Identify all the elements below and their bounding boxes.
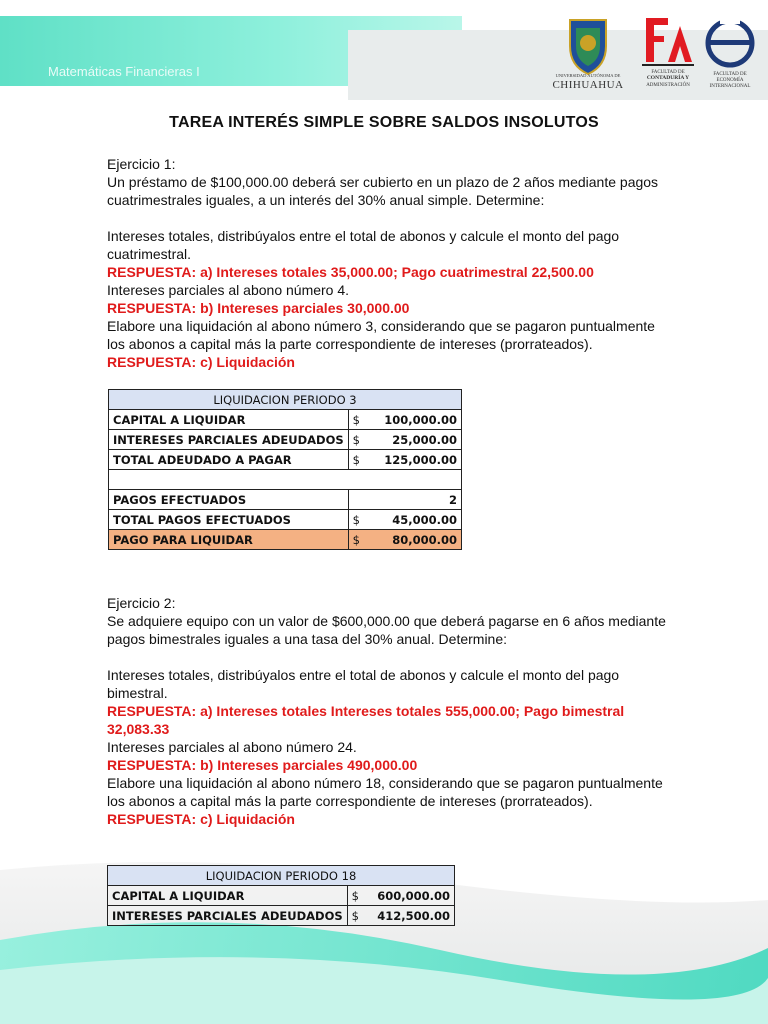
table-header: LIQUIDACION PERIODO 18	[108, 866, 455, 886]
course-title: Matemáticas Financieras I	[48, 64, 200, 79]
table-row-empty	[109, 470, 462, 490]
table-row: TOTAL PAGOS EFECTUADOS $ 45,000.00	[109, 510, 462, 530]
exercise-1-heading: Ejercicio 1:	[107, 156, 176, 172]
table-row-highlight: PAGO PARA LIQUIDAR $ 80,000.00	[109, 530, 462, 550]
fei-caption-3: INTERNACIONAL	[709, 84, 751, 89]
table-row: CAPITAL A LIQUIDAR $ 600,000.00	[108, 886, 455, 906]
fca-caption-3: ADMINISTRACIÓN	[646, 83, 690, 88]
exercise-1-question-b: Intereses parciales al abono número 4.	[107, 282, 350, 298]
document-title: TAREA INTERÉS SIMPLE SOBRE SALDOS INSOLUTOS	[169, 114, 599, 131]
uach-shield-icon	[548, 16, 628, 76]
fca-logo	[638, 16, 698, 94]
table-row: PAGOS EFECTUADOS 2	[109, 490, 462, 510]
exercise-2-question-c: Elabore una liquidación al abono número 18, considerando que se pagaron puntualmente los abonos a capital más la parte correspondiente de intereses (prorrateados).	[107, 775, 663, 809]
exercise-1	[107, 155, 667, 371]
exercise-2-answer-b: RESPUESTA: b) Intereses parciales 490,000.00	[107, 757, 418, 773]
table-row: INTERESES PARCIALES ADEUDADOS $ 25,000.00	[109, 430, 462, 450]
exercise-1-answer-c: RESPUESTA: c) Liquidación	[107, 354, 295, 370]
exercise-2-answer-a: RESPUESTA: a) Intereses totales Intereses totales 555,000.00; Pago bimestral 32,083.33	[107, 703, 625, 737]
exercise-2-question-a: Intereses totales, distribúyalos entre el total de abonos y calcule el monto del pago bimestral.	[107, 667, 620, 701]
uach-logo	[548, 16, 628, 94]
exercise-2	[107, 594, 667, 828]
table-row: CAPITAL A LIQUIDAR $ 100,000.00	[109, 410, 462, 430]
exercise-1-answer-a: RESPUESTA: a) Intereses totales 35,000.00; Pago cuatrimestral 22,500.00	[107, 264, 594, 280]
uach-caption-2: CHIHUAHUA	[552, 79, 624, 91]
exercise-2-answer-c: RESPUESTA: c) Liquidación	[107, 811, 295, 827]
fei-caption-1: FACULTAD DE	[713, 72, 747, 77]
liquidation-table-period-3	[108, 389, 462, 550]
fca-caption-2: CONTADURÍA Y	[646, 75, 690, 81]
table-row: TOTAL ADEUDADO A PAGAR $ 125,000.00	[109, 450, 462, 470]
exercise-1-question-a: Intereses totales, distribúyalos entre el total de abonos y calcule el monto del pago cuatrimestral.	[107, 228, 620, 262]
liquidation-table-period-18	[107, 865, 455, 926]
logos	[548, 16, 768, 96]
exercise-1-question-c: Elabore una liquidación al abono número 3, considerando que se pagaron puntualmente los abonos a capital más la parte correspondiente de intereses (prorrateados).	[107, 318, 655, 352]
table-header: LIQUIDACION PERIODO 3	[109, 390, 462, 410]
uach-caption-1: UNIVERSIDAD AUTÓNOMA DE	[555, 73, 621, 78]
exercise-1-answer-b: RESPUESTA: b) Intereses parciales 30,000.00	[107, 300, 410, 316]
exercise-1-statement: Un préstamo de $100,000.00 deberá ser cubierto en un plazo de 2 años mediante pagos cuatrimestrales iguales, a un interés del 30% anual simple. Determine:	[107, 174, 659, 208]
fca-mark-icon	[638, 16, 698, 68]
exercise-2-heading: Ejercicio 2:	[107, 595, 176, 611]
fca-caption-1: FACULTAD DE	[651, 70, 685, 75]
exercise-2-statement: Se adquiere equipo con un valor de $600,000.00 que deberá pagarse en 6 años mediante pagos bimestrales iguales a una tasa del 30% anual. Determine:	[107, 613, 666, 647]
fei-caption-2: ECONOMÍA	[716, 78, 744, 83]
fei-logo	[702, 16, 758, 94]
exercise-2-question-b: Intereses parciales al abono número 24.	[107, 739, 357, 755]
fei-e-globe-icon	[702, 16, 758, 70]
table-row: INTERESES PARCIALES ADEUDADOS $ 412,500.00	[108, 906, 455, 926]
